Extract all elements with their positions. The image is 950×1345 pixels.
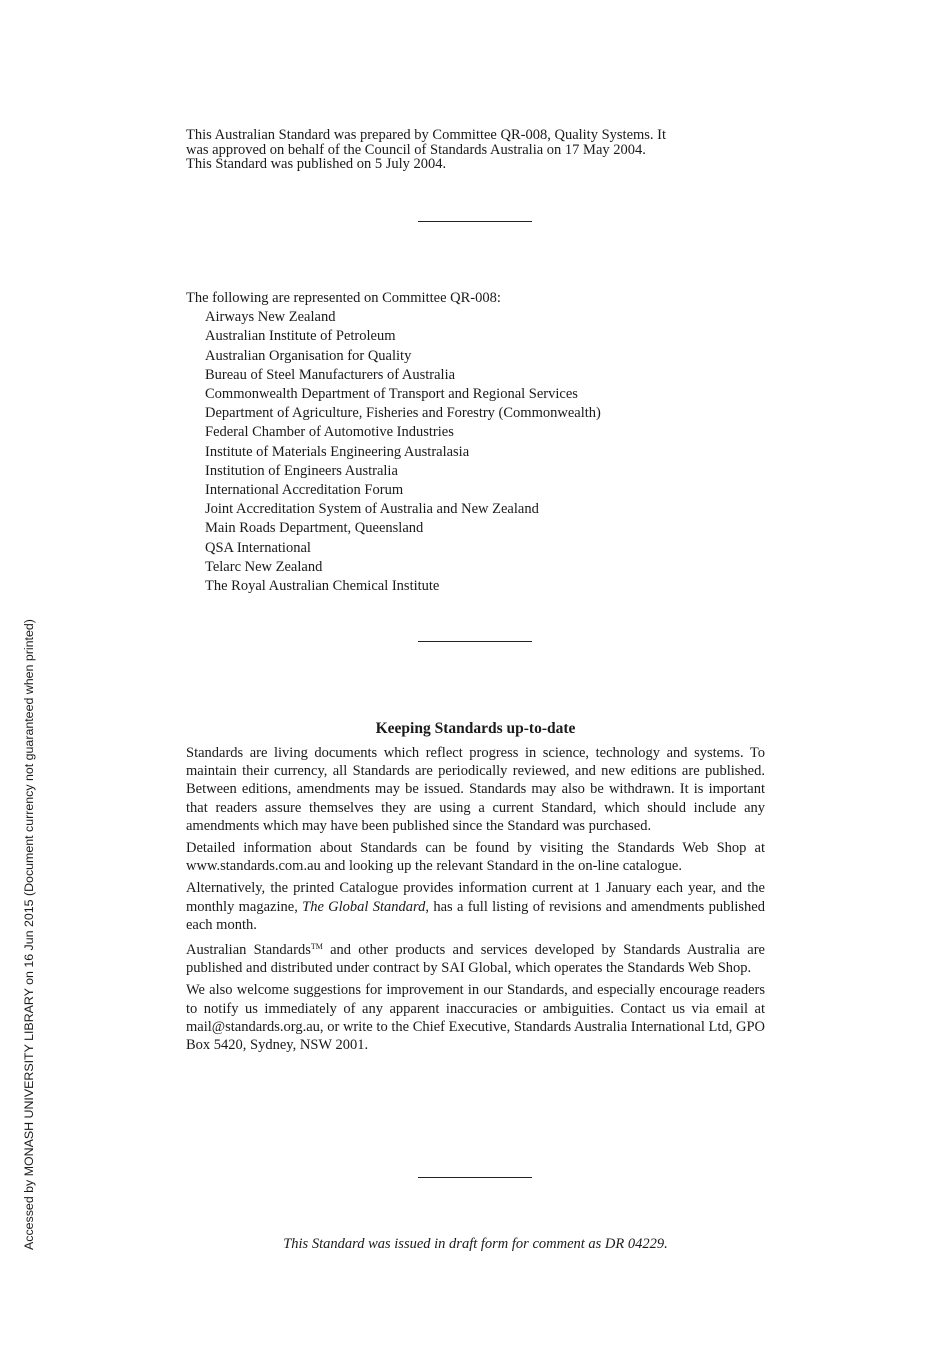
- committee-intro: The following are represented on Committee QR-008:: [186, 290, 501, 306]
- committee-member: Federal Chamber of Automotive Industries: [205, 424, 454, 441]
- committee-member: QSA International: [205, 539, 311, 556]
- committee-member: Bureau of Steel Manufacturers of Australia: [205, 366, 456, 383]
- preamble-line: This Standard was published on 5 July 2004.: [186, 156, 447, 172]
- draft-note: This Standard was issued in draft form for comment as DR 04229.: [283, 1236, 668, 1252]
- paragraph: [186, 938, 765, 977]
- access-watermark: Accessed by MONASH UNIVERSITY LIBRARY on 16 Jun 2015 (Document currency not guaranteed when printed): [22, 619, 36, 1250]
- preamble-line: This Australian Standard was prepared by Committee QR-008, Quality Systems. It: [186, 127, 667, 143]
- committee-member: The Royal Australian Chemical Institute: [205, 578, 440, 595]
- divider: [418, 641, 532, 642]
- paragraph: We also welcome suggestions for improvement in our Standards, and especially encourage readers to notify us immediately of any apparent inaccuracies or ambiguities. Contact us via email at mail@standards.org.au, or write to the Chief Executive, Standards Australia International Ltd, GPO Box 5420, Sydney, NSW 2001.: [186, 982, 765, 1054]
- preamble-line: was approved on behalf of the Council of Standards Australia on 17 May 2004.: [186, 141, 646, 158]
- committee-list: [186, 289, 765, 596]
- committee-member: Australian Institute of Petroleum: [205, 328, 396, 345]
- divider: [418, 221, 532, 222]
- committee-member: Institute of Materials Engineering Australasia: [205, 443, 470, 460]
- trademark-mark: TM: [310, 942, 323, 952]
- preamble: [186, 128, 765, 172]
- text-run: , has a full listing of revisions and amendments published each month.: [186, 898, 765, 933]
- paragraph: Detailed information about Standards can be found by visiting the Standards Web Shop at www.standards.com.au and looking up the relevant Standard in the on-line catalogue.: [186, 840, 765, 875]
- committee-member: Telarc New Zealand: [205, 558, 323, 575]
- divider: [418, 1177, 532, 1178]
- section-heading: Keeping Standards up-to-date: [375, 720, 576, 737]
- text-run: Alternatively, the printed Catalogue provides information current at 1 January each year, and the monthly magazine,: [186, 880, 765, 915]
- committee-member: Department of Agriculture, Fisheries and Forestry (Commonwealth): [205, 405, 601, 422]
- paragraph: Standards are living documents which reflect progress in science, technology and systems. To maintain their currency, all Standards are periodically reviewed, and new editions are published. Between editions, amendments may be issued. Standards may also be withdrawn. It is important that readers assure themselves they are using a current Standard, which should include any amendments which may have been published since the Standard was purchased.: [186, 745, 765, 834]
- committee-member: Institution of Engineers Australia: [205, 462, 398, 479]
- committee-member: Australian Organisation for Quality: [205, 347, 412, 364]
- paragraph: [186, 879, 765, 934]
- committee-member: International Accreditation Forum: [205, 482, 404, 499]
- text-run: Australian Standards: [186, 942, 311, 959]
- committee-member: Main Roads Department, Queensland: [205, 520, 424, 537]
- committee-member: Airways New Zealand: [205, 309, 336, 326]
- keeping-body: [186, 744, 765, 1058]
- committee-member: Joint Accreditation System of Australia and New Zealand: [205, 501, 539, 518]
- magazine-title: The Global Standard: [302, 898, 426, 915]
- committee-member: Commonwealth Department of Transport and Regional Services: [205, 386, 578, 403]
- text-run: and other products and services developed by Standards Australia are published and distributed under contract by SAI Global, which operates the Standards Web Shop.: [186, 942, 765, 977]
